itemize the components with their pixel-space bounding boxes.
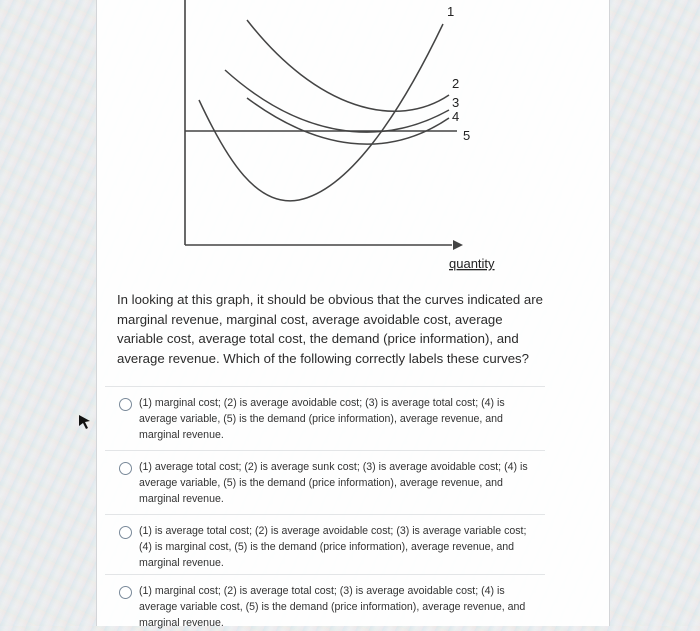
curve-label-2: 2 <box>452 76 460 91</box>
curve-label-4: 4 <box>452 109 460 124</box>
curve-3 <box>225 70 449 132</box>
radio-button-icon[interactable] <box>119 398 132 411</box>
answer-option-2[interactable] <box>105 450 545 507</box>
curve-2 <box>247 20 449 111</box>
radio-button-icon[interactable] <box>119 462 132 475</box>
radio-button-icon[interactable] <box>119 526 132 539</box>
answer-option-1[interactable] <box>105 386 545 443</box>
radio-button-icon[interactable] <box>119 586 132 599</box>
mouse-pointer-icon <box>78 414 92 430</box>
cost-curves-graph <box>97 0 609 280</box>
answer-option-text: (1) average total cost; (2) is average sunk cost; (3) is average avoidable cost; (4) is average variable, (5) is the demand (price information), average revenue, and marginal revenue. <box>139 461 528 505</box>
answer-option-3[interactable] <box>105 514 545 571</box>
curve-label-1: 1 <box>447 4 455 19</box>
curve-1 <box>199 24 443 201</box>
answer-option-text: (1) is average total cost; (2) is average avoidable cost; (3) is average variable cost; (4) is marginal cost, (5) is the demand (price information), average revenue, and marginal revenue. <box>139 525 527 569</box>
curve-4 <box>247 98 449 144</box>
question-text: In looking at this graph, it should be obvious that the curves indicated are marginal revenue, marginal cost, average avoidable cost, average variable cost, average total cost, the demand (price information), and average revenue. Which of the following correctly labels these curves? <box>117 292 543 366</box>
question-panel <box>96 0 610 629</box>
x-axis-label: quantity <box>449 256 495 271</box>
curve-label-5: 5 <box>463 128 471 143</box>
curve-label-3: 3 <box>452 95 460 110</box>
x-axis-arrow-icon <box>453 240 463 250</box>
answer-option-text: (1) marginal cost; (2) is average avoidable cost; (3) is average total cost; (4) is average variable, (5) is the demand (price information), average revenue, and marginal revenue. <box>139 397 505 441</box>
answer-option-4[interactable] <box>105 574 545 631</box>
answer-option-text: (1) marginal cost; (2) is average total cost; (3) is average avoidable cost; (4) is average variable cost, (5) is the demand (price information), average revenue, and marginal revenue. <box>139 585 526 629</box>
